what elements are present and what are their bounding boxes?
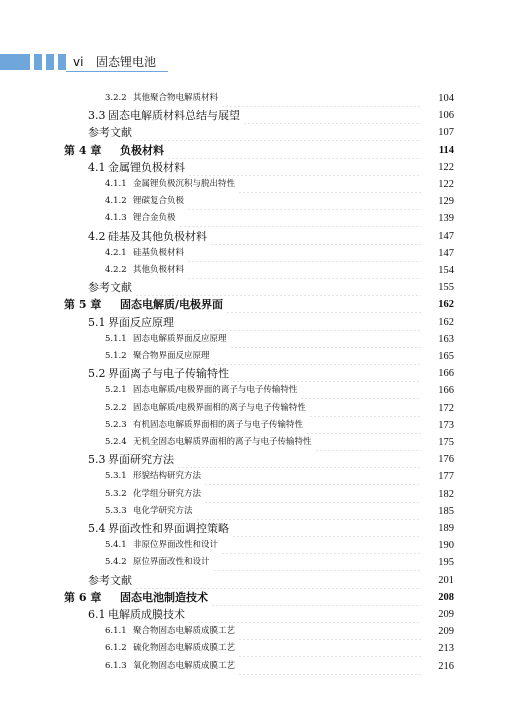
toc-leader-dots bbox=[187, 262, 421, 279]
toc-entry-page: 122 bbox=[438, 161, 454, 173]
toc-entry-number: 5.2.2 bbox=[105, 402, 127, 413]
toc-entry-number: 5.2.1 bbox=[105, 385, 127, 396]
toc-entry bbox=[105, 434, 454, 451]
toc-entry-page: 208 bbox=[438, 591, 454, 603]
toc-entry-number: 第 6 章 bbox=[64, 590, 102, 604]
toc-entry-title: 锂碳复合负极 bbox=[133, 196, 185, 207]
toc-leader-dots bbox=[309, 400, 421, 417]
header-page-number: vi bbox=[73, 55, 84, 69]
header-rule bbox=[66, 71, 168, 72]
toc-leader-dots bbox=[177, 314, 421, 331]
toc-entry-number: 5.3 bbox=[88, 453, 106, 467]
toc-entry-page: 176 bbox=[438, 454, 454, 466]
toc-entry-page: 166 bbox=[438, 385, 454, 397]
toc-entry-page: 162 bbox=[438, 316, 454, 328]
toc-leader-dots bbox=[230, 331, 421, 348]
toc-leader-dots bbox=[211, 589, 421, 606]
toc-leader-dots bbox=[243, 107, 421, 124]
toc-entry-number: 6.1.3 bbox=[105, 660, 127, 671]
toc-entry-number: 第 4 章 bbox=[64, 143, 102, 157]
toc-entry-page: 114 bbox=[438, 144, 454, 156]
toc-entry-page: 104 bbox=[438, 93, 454, 104]
toc-entry bbox=[105, 554, 454, 571]
toc-entry bbox=[105, 382, 454, 399]
toc-entry bbox=[88, 365, 454, 382]
toc-leader-dots bbox=[226, 296, 421, 313]
toc-entry-page: 107 bbox=[438, 127, 454, 139]
toc-entry-page: 185 bbox=[438, 505, 454, 517]
toc-leader-dots bbox=[213, 348, 421, 365]
toc-entry-number: 5.3.3 bbox=[105, 505, 127, 516]
toc-entry-number: 5.1.1 bbox=[105, 333, 127, 344]
toc-entry-title: 电解质成膜技术 bbox=[108, 608, 185, 621]
toc-entry bbox=[105, 245, 454, 262]
toc-entry-page: 189 bbox=[438, 523, 454, 534]
toc-entry-page: 154 bbox=[438, 265, 454, 276]
toc-entry-title: 无机全固态电解质界面相的离子与电子传输特性 bbox=[133, 437, 312, 447]
toc-entry-number: 6.1 bbox=[88, 608, 106, 621]
toc-entry bbox=[105, 348, 454, 365]
toc-entry bbox=[88, 279, 454, 296]
toc-entry-title: 界面离子与电子传输特性 bbox=[108, 367, 229, 381]
header-book-title: 固态锂电池 bbox=[96, 55, 157, 69]
toc-entry bbox=[105, 640, 454, 657]
toc-entry-number: 5.4.2 bbox=[105, 557, 127, 568]
toc-leader-dots bbox=[177, 451, 421, 468]
toc-entry bbox=[105, 262, 454, 279]
toc-entry-number: 4.2.1 bbox=[105, 247, 127, 258]
toc-entry-title: 电化学研究方法 bbox=[133, 505, 193, 516]
toc-entry-number: 5.3.1 bbox=[105, 471, 127, 482]
toc-entry bbox=[88, 520, 454, 537]
toc-entry-page: 129 bbox=[438, 196, 454, 208]
toc-entry-title: 参考文献 bbox=[88, 126, 132, 140]
toc-entry-title: 金属锂负极沉积与脱出特性 bbox=[133, 179, 236, 189]
toc-entry bbox=[105, 623, 454, 640]
toc-entry bbox=[105, 400, 454, 417]
toc-entry-page: 155 bbox=[438, 282, 454, 294]
toc-entry-page: 190 bbox=[438, 540, 454, 552]
toc-leader-dots bbox=[188, 159, 421, 176]
toc-entry bbox=[105, 486, 454, 503]
toc-entry-title: 参考文献 bbox=[88, 573, 132, 587]
toc-entry-page: 209 bbox=[438, 626, 454, 638]
toc-entry-title: 界面反应原理 bbox=[108, 315, 174, 329]
toc-entry-page: 172 bbox=[438, 402, 454, 414]
toc-entry-title: 化学组分研究方法 bbox=[133, 488, 202, 499]
toc-leader-dots bbox=[187, 193, 421, 210]
toc-entry-title: 锂合金负极 bbox=[133, 213, 176, 224]
toc-entry bbox=[105, 658, 454, 675]
toc-entry-page: 213 bbox=[438, 643, 454, 655]
toc-entry-title: 固态电解质/电极界面 bbox=[120, 298, 224, 312]
toc-entry-number: 5.4.1 bbox=[105, 540, 127, 551]
toc-entry-number: 4.1.2 bbox=[105, 196, 127, 207]
toc-leader-dots bbox=[221, 537, 421, 554]
toc-entry-number: 4.1.3 bbox=[105, 213, 127, 224]
toc-entry-page: 139 bbox=[438, 213, 454, 225]
toc-entry-title: 固态电解质界面反应原理 bbox=[133, 333, 227, 344]
toc-entry bbox=[88, 159, 454, 176]
toc-entry-title: 界面研究方法 bbox=[108, 453, 174, 467]
toc-entry-number: 5.2.3 bbox=[105, 419, 127, 430]
header-color-band bbox=[0, 54, 30, 70]
toc-entry-page: 122 bbox=[438, 179, 454, 190]
toc-entry-title: 聚合物固态电解质成膜工艺 bbox=[133, 626, 236, 637]
toc-entry-title: 其他聚合物电解质材料 bbox=[133, 93, 219, 103]
toc-entry-title: 固态电解质材料总结与展望 bbox=[108, 109, 240, 123]
toc-leader-dots bbox=[238, 658, 421, 675]
toc-leader-dots bbox=[188, 606, 421, 623]
toc-leader-dots bbox=[204, 468, 421, 485]
toc-entry-number: 4.2 bbox=[88, 229, 106, 243]
toc-entry-title: 硫化物固态电解质成膜工艺 bbox=[133, 643, 236, 654]
toc-entry bbox=[105, 90, 454, 107]
toc-entry bbox=[105, 537, 454, 554]
toc-entry-number: 5.2.4 bbox=[105, 437, 127, 447]
toc-entry bbox=[64, 589, 454, 606]
toc-entry-title: 硅基及其他负极材料 bbox=[108, 229, 207, 243]
toc-entry bbox=[105, 417, 454, 434]
toc-entry-page: 209 bbox=[438, 609, 454, 620]
toc-entry bbox=[64, 296, 454, 313]
toc-entry-page: 175 bbox=[438, 437, 454, 448]
toc-entry bbox=[88, 314, 454, 331]
toc-entry-title: 非原位界面改性和设计 bbox=[133, 540, 219, 551]
toc-leader-dots bbox=[135, 279, 421, 296]
toc-leader-dots bbox=[135, 572, 421, 589]
toc-entry-page: 195 bbox=[438, 557, 454, 569]
toc-entry bbox=[105, 210, 454, 227]
toc-entry-title: 聚合物界面反应原理 bbox=[133, 351, 210, 361]
toc-entry-title: 负极材料 bbox=[120, 143, 164, 157]
toc-entry-title: 固态电池制造技术 bbox=[120, 590, 208, 604]
toc-entry-page: 166 bbox=[438, 368, 454, 380]
toc-entry-title: 界面改性和界面调控策略 bbox=[108, 522, 229, 535]
toc-leader-dots bbox=[300, 382, 421, 399]
toc-entry-title: 其他负极材料 bbox=[133, 265, 185, 275]
toc-entry-title: 氧化物固态电解质成膜工艺 bbox=[133, 660, 236, 671]
running-header bbox=[0, 52, 520, 74]
toc-entry-number: 5.4 bbox=[88, 522, 106, 535]
toc-entry-number: 4.1.1 bbox=[105, 179, 127, 189]
toc-leader-dots bbox=[213, 554, 421, 571]
toc-leader-dots bbox=[238, 640, 421, 657]
toc-entry-number: 5.2 bbox=[88, 367, 106, 381]
toc-entry-page: 165 bbox=[438, 351, 454, 362]
toc-leader-dots bbox=[210, 228, 421, 245]
toc-entry bbox=[64, 142, 454, 159]
toc-leader-dots bbox=[315, 434, 421, 451]
toc-leader-dots bbox=[167, 142, 421, 159]
toc-entry-page: 162 bbox=[438, 299, 454, 311]
toc-entry-title: 形貌结构研究方法 bbox=[133, 471, 202, 482]
toc-leader-dots bbox=[187, 245, 421, 262]
toc-entry-page: 182 bbox=[438, 488, 454, 500]
toc-entry-number: 5.1 bbox=[88, 315, 106, 329]
toc-entry-page: 173 bbox=[438, 419, 454, 431]
toc-entry-title: 有机固态电解质界面相的离子与电子传输特性 bbox=[133, 419, 304, 430]
toc-entry bbox=[88, 572, 454, 589]
toc-leader-dots bbox=[221, 90, 421, 107]
toc-entry-page: 106 bbox=[438, 110, 454, 122]
toc-entry-number: 3.3 bbox=[88, 109, 106, 123]
toc-entry bbox=[105, 193, 454, 210]
toc-entry-title: 参考文献 bbox=[88, 281, 132, 295]
toc-entry-number: 4.1 bbox=[88, 160, 106, 174]
toc-leader-dots bbox=[306, 417, 421, 434]
toc-entry-number: 5.3.2 bbox=[105, 488, 127, 499]
toc-entry-page: 177 bbox=[438, 471, 454, 483]
toc-leader-dots bbox=[179, 210, 421, 227]
toc-leader-dots bbox=[196, 503, 421, 520]
toc-leader-dots bbox=[232, 365, 421, 382]
toc-entry-number: 第 5 章 bbox=[64, 298, 102, 312]
toc-entry bbox=[88, 228, 454, 245]
toc-entry bbox=[105, 176, 454, 193]
toc-leader-dots bbox=[204, 486, 421, 503]
toc-leader-dots bbox=[238, 176, 421, 193]
toc-entry-page: 163 bbox=[438, 333, 454, 345]
toc-entry bbox=[88, 107, 454, 124]
toc-entry bbox=[88, 124, 454, 141]
toc-entry-title: 硅基负极材料 bbox=[133, 247, 185, 258]
toc-entry-title: 金属锂负极材料 bbox=[108, 160, 185, 174]
toc-entry-number: 4.2.2 bbox=[105, 265, 127, 275]
toc-entry bbox=[105, 468, 454, 485]
toc-entry-page: 147 bbox=[438, 247, 454, 259]
toc-entry-number: 3.2.2 bbox=[105, 93, 127, 103]
toc-entry-number: 5.1.2 bbox=[105, 351, 127, 361]
toc-entry-number: 6.1.2 bbox=[105, 643, 127, 654]
toc-entry bbox=[105, 331, 454, 348]
toc-leader-dots bbox=[232, 520, 421, 537]
toc-entry-page: 201 bbox=[438, 574, 454, 586]
toc-entry-page: 216 bbox=[438, 660, 454, 672]
toc-entry bbox=[88, 606, 454, 623]
header-decor-blocks bbox=[34, 54, 66, 70]
toc-entry bbox=[105, 503, 454, 520]
toc-entry bbox=[88, 451, 454, 468]
toc-leader-dots bbox=[238, 623, 421, 640]
toc-entry-page: 147 bbox=[438, 230, 454, 242]
toc-entry-title: 固态电解质/电极界面相的离子与电子传输特性 bbox=[133, 402, 306, 413]
toc-entry-number: 6.1.1 bbox=[105, 626, 127, 637]
toc-leader-dots bbox=[135, 124, 421, 141]
toc-entry-title: 原位界面改性和设计 bbox=[133, 557, 210, 568]
toc-entry-title: 固态电解质/电极界面的离子与电子传输特性 bbox=[133, 385, 298, 396]
